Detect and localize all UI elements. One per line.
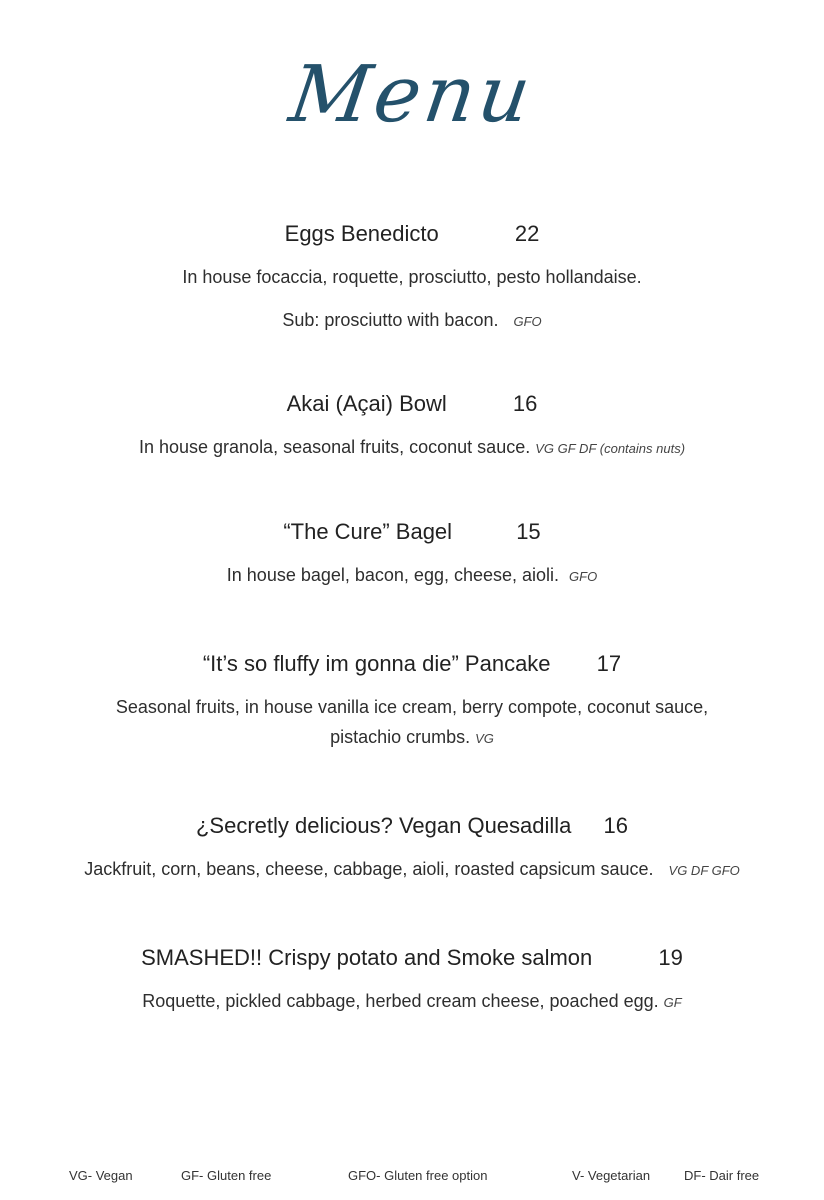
item-name: “It’s so fluffy im gonna die” Pancake — [202, 651, 551, 676]
menu-title: Menu — [284, 50, 540, 140]
item-diet-tag: VG — [475, 731, 494, 746]
item-description: Seasonal fruits, in house vanilla ice cream, berry compote, coconut sauce, — [115, 697, 709, 717]
item-diet-tag: VG DF GFO — [668, 863, 740, 878]
item-description: Roquette, pickled cabbage, herbed cream cheese, poached egg. — [142, 991, 659, 1011]
item-sub-text: Sub: prosciutto with bacon. — [282, 310, 499, 330]
item-heading — [0, 219, 824, 249]
item-description: In house bagel, bacon, egg, cheese, aioli. — [226, 565, 560, 585]
legend-vegan: VG- Vegan — [69, 1168, 133, 1183]
menu-item-pancake — [0, 649, 824, 754]
item-diet-tag: GF — [663, 995, 682, 1010]
menu-item-smashed-potato — [0, 943, 824, 1018]
menu-item-the-cure-bagel — [0, 517, 824, 592]
item-heading — [0, 943, 824, 973]
item-name: SMASHED!! Crispy potato and Smoke salmon — [141, 945, 593, 970]
menu-item-vegan-quesadilla — [0, 811, 824, 886]
item-description-cont: pistachio crumbs. — [330, 727, 471, 747]
menu-item-eggs-benedicto — [0, 219, 824, 337]
item-heading — [0, 389, 824, 419]
item-diet-tag: VG GF DF (contains nuts) — [535, 441, 686, 456]
legend-gluten-free: GF- Gluten free — [181, 1168, 272, 1183]
item-description: Jackfruit, corn, beans, cheese, cabbage, aioli, roasted capsicum sauce. — [84, 859, 654, 879]
item-description: In house focaccia, roquette, prosciutto, pesto hollandaise. — [182, 267, 642, 287]
item-description-line — [0, 432, 824, 464]
item-price: 16 — [512, 391, 538, 416]
item-diet-tag: GFO — [513, 314, 542, 329]
item-description-line — [0, 854, 824, 886]
item-price: 17 — [596, 651, 622, 676]
item-name: Akai (Açai) Bowl — [286, 391, 447, 416]
menu-item-akai-bowl — [0, 389, 824, 464]
item-price: 22 — [514, 221, 540, 246]
item-price: 16 — [603, 813, 629, 838]
item-substitution — [0, 305, 824, 337]
item-price: 15 — [516, 519, 541, 544]
item-description-line — [0, 722, 824, 754]
legend-gluten-free-option: GFO- Gluten free option — [348, 1168, 488, 1183]
item-name: ¿Secretly delicious? Vegan Quesadilla — [195, 813, 572, 838]
item-description-line — [0, 986, 824, 1018]
legend-dairy-free: DF- Dair free — [684, 1168, 760, 1183]
item-description: In house granola, seasonal fruits, coconut sauce. — [138, 437, 531, 457]
item-name: “The Cure” Bagel — [283, 519, 453, 544]
item-description-line — [0, 560, 824, 592]
item-heading — [0, 649, 824, 679]
dietary-legend — [0, 1166, 824, 1186]
item-diet-tag: GFO — [569, 569, 598, 584]
item-name: Eggs Benedicto — [284, 221, 439, 246]
item-price: 19 — [658, 945, 683, 970]
item-heading — [0, 811, 824, 841]
legend-vegetarian: V- Vegetarian — [572, 1168, 651, 1183]
item-heading — [0, 517, 824, 547]
